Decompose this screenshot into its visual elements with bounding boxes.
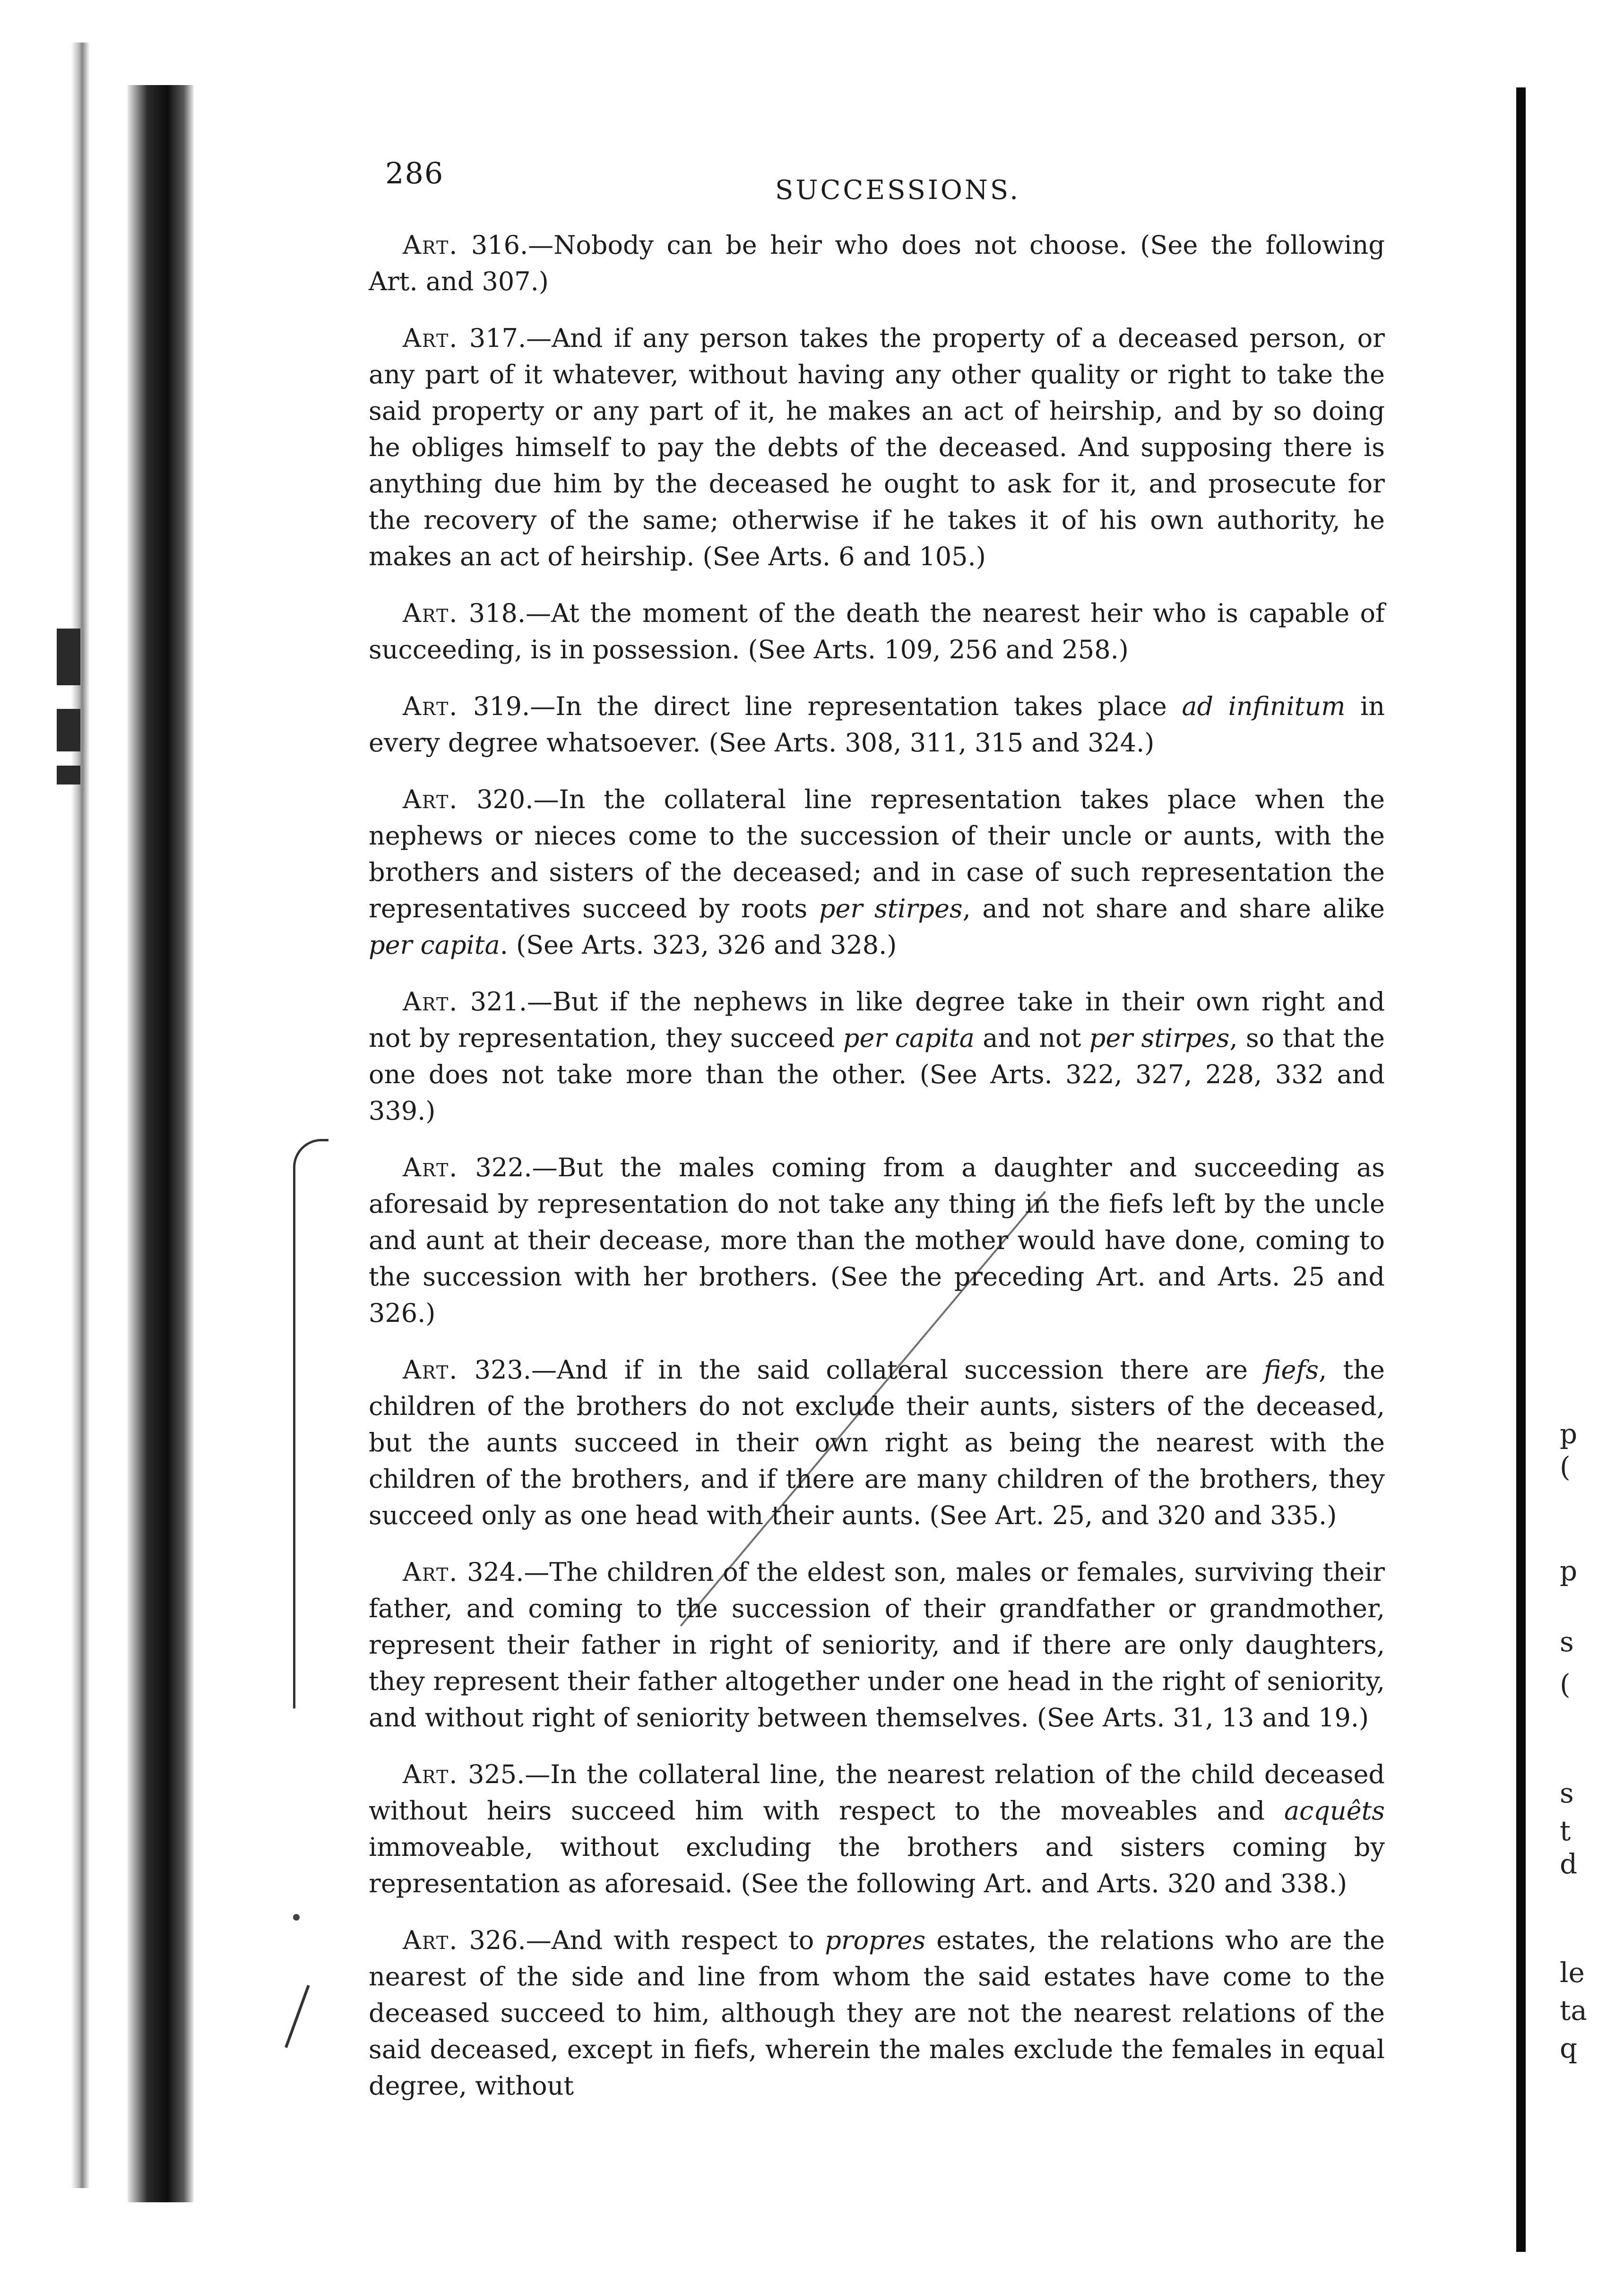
- margin-pencil-bracket: [293, 1139, 328, 1708]
- next-page-fragment: q: [1560, 2032, 1578, 2064]
- binding-mark: [57, 629, 80, 685]
- article-italic: propres: [825, 1925, 926, 1955]
- article-text: immoveable, without excluding the brothers and sisters coming by representation as aforesaid. (See the following Art. and Arts. 320 and 338.): [369, 1832, 1385, 1898]
- article-italic: per capita: [843, 1023, 975, 1053]
- article-label: Art.: [403, 1759, 458, 1789]
- article-326: [350, 1922, 1385, 2104]
- article-label: Art.: [403, 1153, 458, 1182]
- article-label: Art.: [403, 1355, 458, 1385]
- article-317: [350, 320, 1385, 575]
- binding-mark: [57, 766, 80, 785]
- article-italic: ad infinitum: [1182, 691, 1346, 721]
- book-binding-shadow: [128, 85, 194, 2202]
- article-321: [350, 983, 1385, 1129]
- article-label: Art.: [403, 987, 458, 1017]
- next-page-fragment: (: [1560, 1668, 1571, 1700]
- page-number: 286: [385, 156, 444, 190]
- article-text: —In the collateral line representation takes place when the nephews or nieces come to the succession of their uncle or aunts, with the brothers and sisters of the deceased; and in case of such representation the representatives succeed by roots: [369, 785, 1385, 923]
- margin-dot: [293, 1914, 300, 1921]
- article-number: 325.: [468, 1759, 525, 1789]
- article-text: estates, the relations who are the nearest of the side and line from whom the said estates have come to the deceased succeed to him, although they are not the nearest relations of the said deceased, except in fiefs, wherein the males exclude the females in equal degree, without: [369, 1925, 1385, 2101]
- article-320: [350, 781, 1385, 963]
- binding-mark: [57, 709, 80, 751]
- article-text: —And if in the said collateral succession there are: [531, 1355, 1264, 1385]
- article-text: —But the males coming from a daughter and succeeding as aforesaid by representation do not take any thing in the fiefs left by the uncle and aunt at their decease, more than the mother would have done, coming to the succession with her brothers. (See the preceding Art. and Arts. 25 and 326.): [369, 1153, 1385, 1328]
- next-page-fragment: s: [1560, 1777, 1574, 1809]
- article-text: . (See Arts. 323, 326 and 328.): [500, 930, 897, 960]
- next-page-fragment: d: [1560, 1848, 1578, 1880]
- article-text: —And if any person takes the property of a deceased person, or any part of it whatever, without having any other quality or right to take the said property or any part of it, he makes an act of heirship, and by so doing he obliges himself to pay the debts of the deceased. And supposing there is anything due him by the deceased he ought to ask for it, and prosecute for the recovery of the same; otherwise if he takes it of his own authority, he makes an act of heirship. (See Arts. 6 and 105.): [369, 323, 1385, 571]
- article-label: Art.: [403, 323, 458, 353]
- running-head: SUCCESSIONS.: [775, 175, 1021, 206]
- margin-pencil-slash: [285, 1985, 310, 2048]
- article-text: —At the moment of the death the nearest heir who is capable of succeeding, is in possession. (See Arts. 109, 256 and 258.): [369, 598, 1385, 664]
- article-text: in every degree whatsoever. (See Arts. 308, 311, 315 and 324.): [369, 691, 1385, 758]
- article-316: [350, 227, 1385, 300]
- article-text: , so that the one does not take more than the other. (See Arts. 322, 327, 228, 332 and 339.): [369, 1023, 1385, 1126]
- article-number: 323.: [474, 1355, 532, 1385]
- next-page-fragment: le: [1560, 1957, 1585, 1989]
- article-319: [350, 688, 1385, 761]
- binding-edge-shadow: [71, 43, 90, 2188]
- article-text: —The children of the eldest son, males or females, surviving their father, and coming to the succession of their grandfather or grandmother, represent their father in right of seniority, and if there are only daughters, they represent their father altogether under one head in the right of seniority, and without right of seniority between themselves. (See Arts. 31, 13 and 19.): [369, 1557, 1385, 1733]
- next-page-fragment: p: [1560, 1555, 1578, 1587]
- page-header: [350, 156, 1385, 227]
- article-text: , the children of the brothers do not exclude their aunts, sisters of the deceased, but the aunts succeed in their own right as being the nearest with the children of the brothers, and if there are many children of the brothers, they succeed only as one head with their aunts. (See Art. 25, and 320 and 335.): [369, 1355, 1385, 1530]
- article-number: 319.: [473, 691, 530, 721]
- article-label: Art.: [403, 230, 458, 260]
- next-page-fragment: p: [1560, 1418, 1578, 1450]
- article-label: Art.: [403, 691, 458, 721]
- next-page-fragment: t: [1560, 1815, 1571, 1847]
- right-page-edge: [1516, 87, 1526, 2252]
- article-italic: acquêts: [1284, 1796, 1385, 1826]
- article-323: [350, 1352, 1385, 1534]
- article-label: Art.: [403, 1557, 458, 1587]
- article-324: [350, 1554, 1385, 1736]
- article-text: —In the collateral line, the nearest relation of the child deceased without heirs succeed him with respect to the moveables and: [369, 1759, 1385, 1826]
- article-label: Art.: [403, 785, 458, 814]
- next-page-fragment: s: [1560, 1626, 1574, 1658]
- article-number: 324.: [467, 1557, 524, 1587]
- article-number: 320.: [476, 785, 534, 814]
- next-page-fragment: ta: [1560, 1994, 1587, 2026]
- article-text: —Nobody can be heir who does not choose. (See the following Art. and 307.): [369, 230, 1385, 296]
- article-number: 316.: [471, 230, 528, 260]
- article-italic: per stirpes: [819, 894, 963, 923]
- article-italic: per stirpes: [1089, 1023, 1230, 1053]
- article-number: 322.: [475, 1153, 532, 1182]
- article-label: Art.: [403, 598, 458, 628]
- article-italic: fiefs: [1264, 1355, 1319, 1385]
- article-text: —In the direct line representation takes place: [530, 691, 1182, 721]
- document-page: [350, 156, 1385, 2124]
- article-number: 326.: [469, 1925, 526, 1955]
- article-text: —But if the nephews in like degree take in their own right and not by representation, they succeed: [369, 987, 1385, 1053]
- article-label: Art.: [403, 1925, 458, 1955]
- next-page-fragment: (: [1560, 1451, 1571, 1483]
- article-322: [350, 1149, 1385, 1331]
- article-number: 321.: [470, 987, 527, 1017]
- article-325: [350, 1756, 1385, 1902]
- article-text: —And with respect to: [526, 1925, 825, 1955]
- article-number: 317.: [469, 323, 527, 353]
- article-italic: per capita: [369, 930, 500, 960]
- article-318: [350, 595, 1385, 668]
- article-text: and not: [974, 1023, 1089, 1053]
- article-text: , and not share and share alike: [962, 894, 1385, 923]
- article-number: 318.: [468, 598, 526, 628]
